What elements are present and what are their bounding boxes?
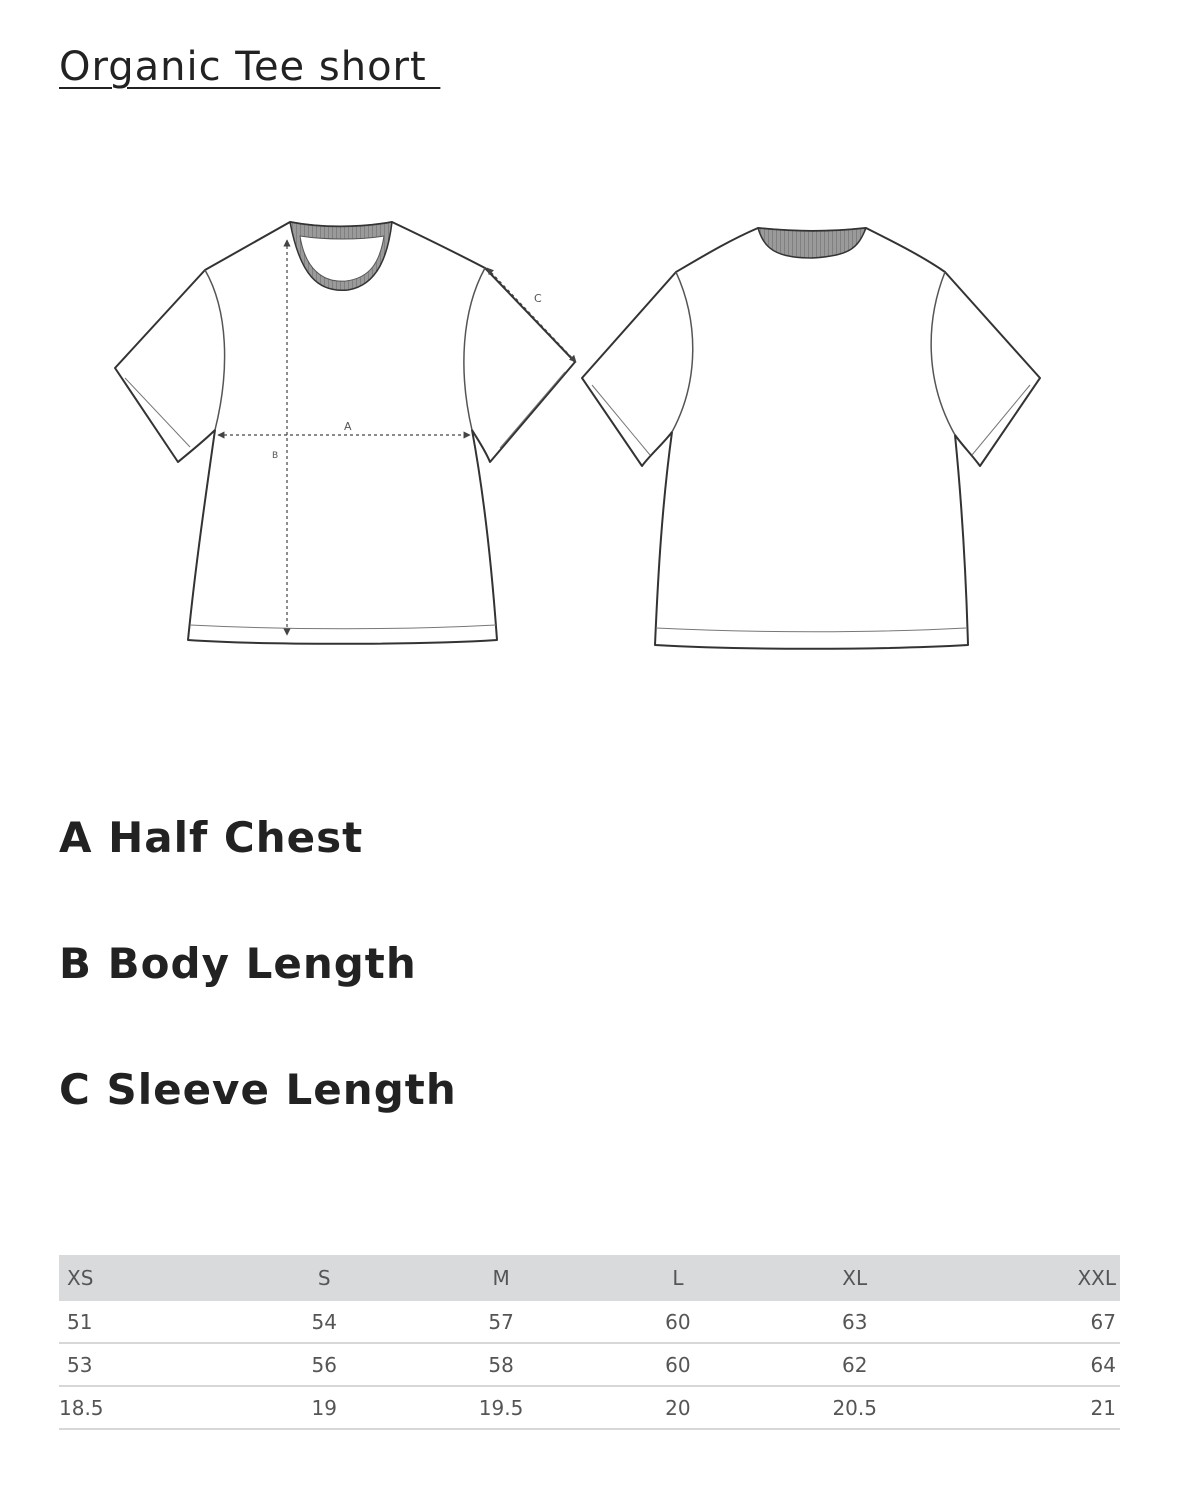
measure-a-label: A (344, 420, 352, 433)
table-cell: 51 (59, 1301, 236, 1343)
size-header-m: M (413, 1255, 590, 1301)
tshirt-measurement-diagram (100, 205, 1060, 665)
table-cell: 57 (413, 1301, 590, 1343)
measure-b-label: B (272, 451, 279, 461)
size-header-row (59, 1255, 1120, 1301)
page-title-link[interactable]: Organic Tee short (59, 44, 441, 90)
table-cell: 19.5 (413, 1386, 590, 1429)
table-cell: 54 (236, 1301, 413, 1343)
size-header-xs: XS (59, 1255, 236, 1301)
tshirt-back-view (582, 228, 1040, 649)
size-header-s: S (236, 1255, 413, 1301)
size-header-xl: XL (766, 1255, 943, 1301)
size-table (59, 1255, 1120, 1430)
back-body-outline (582, 228, 1040, 649)
size-header-l: L (589, 1255, 766, 1301)
table-cell: 56 (236, 1343, 413, 1386)
measure-c-label: C (534, 292, 542, 305)
table-cell: 20.5 (766, 1386, 943, 1429)
legend-half-chest: A Half Chest (59, 813, 364, 862)
table-cell: 21 (943, 1386, 1120, 1429)
table-cell: 63 (766, 1301, 943, 1343)
table-cell: 60 (589, 1301, 766, 1343)
table-row (59, 1386, 1120, 1429)
table-cell: 67 (943, 1301, 1120, 1343)
table-cell: 62 (766, 1343, 943, 1386)
table-row (59, 1343, 1120, 1386)
legend-body-length: B Body Length (59, 939, 417, 988)
table-cell: 53 (59, 1343, 236, 1386)
table-cell: 20 (589, 1386, 766, 1429)
table-cell: 58 (413, 1343, 590, 1386)
table-cell: 19 (236, 1386, 413, 1429)
table-cell: 18.5 (59, 1386, 236, 1429)
table-row (59, 1301, 1120, 1343)
size-header-xxl: XXL (943, 1255, 1120, 1301)
table-cell: 60 (589, 1343, 766, 1386)
legend-sleeve-length: C Sleeve Length (59, 1065, 457, 1114)
table-cell: 64 (943, 1343, 1120, 1386)
